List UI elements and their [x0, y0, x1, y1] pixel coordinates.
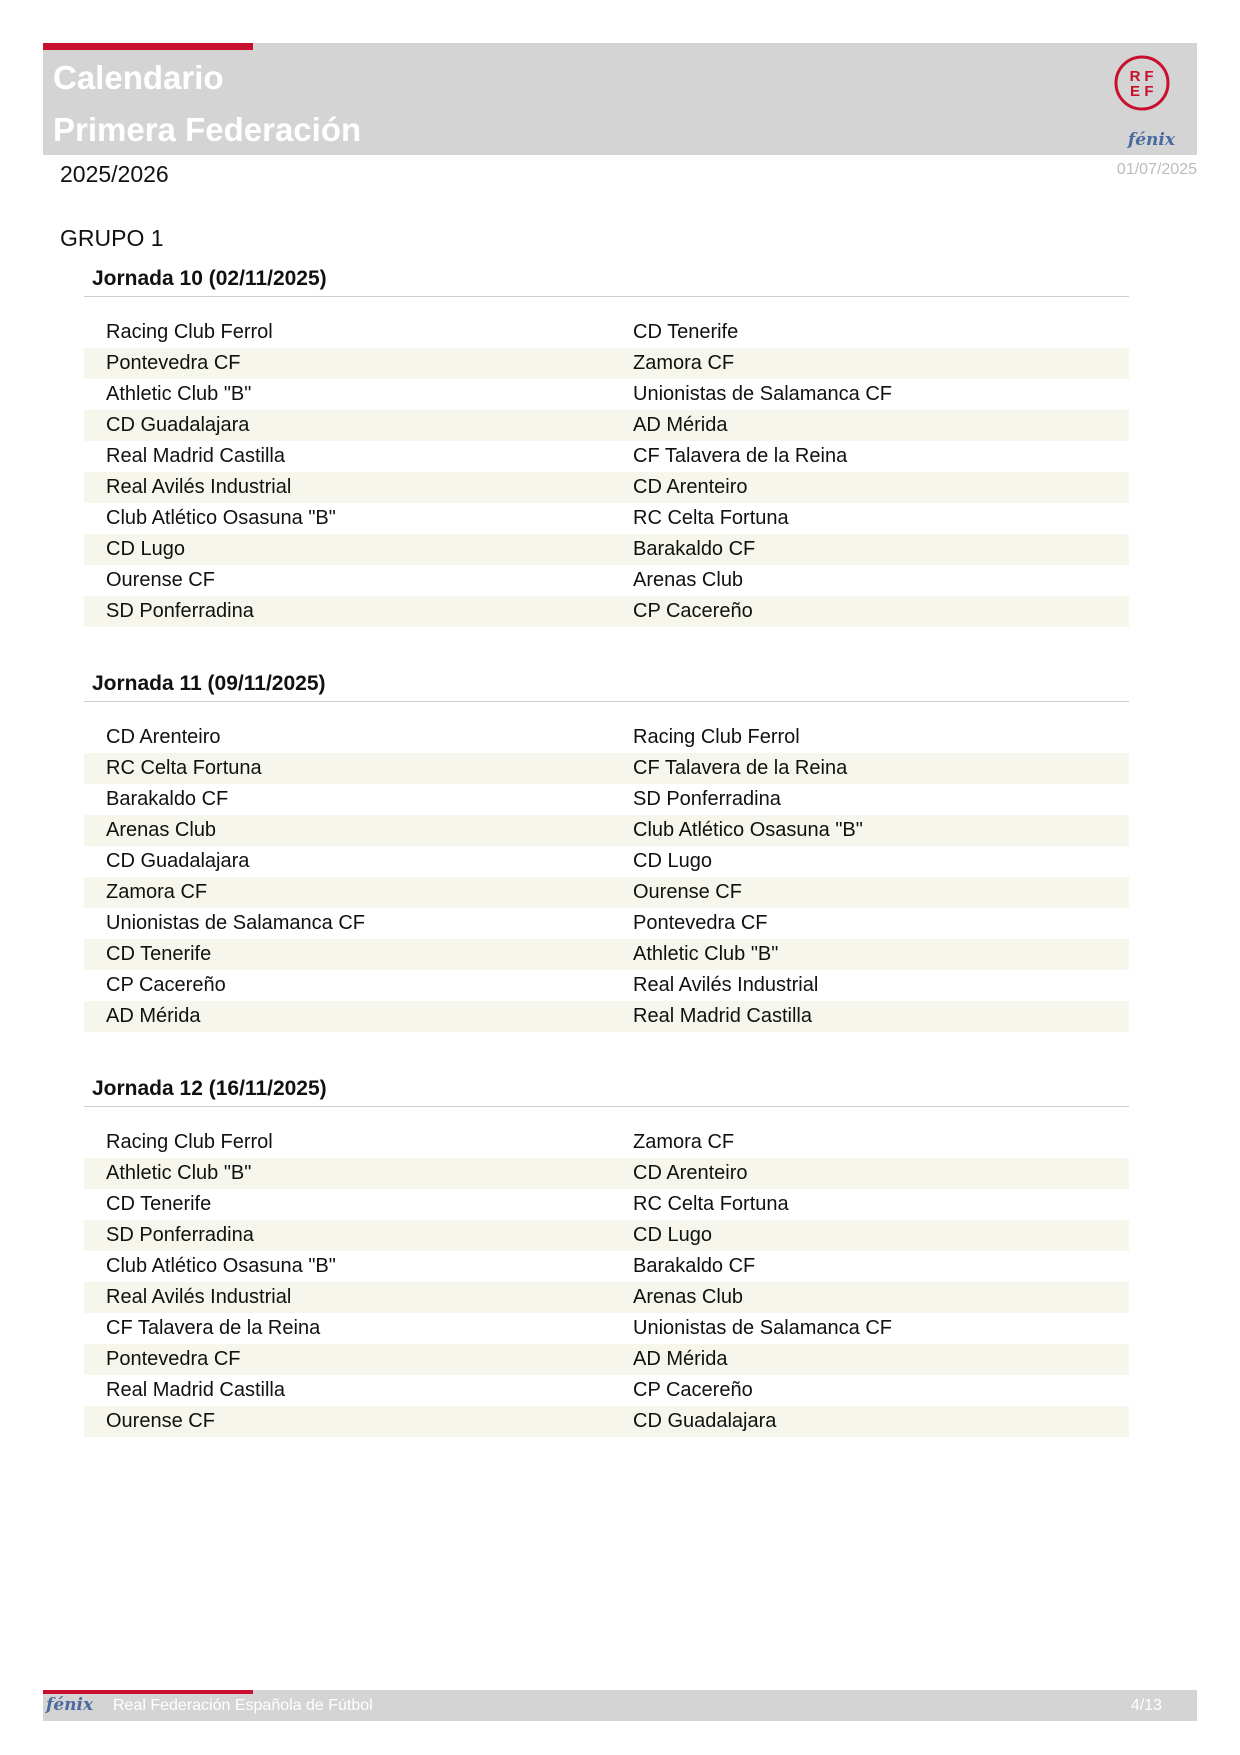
match-row [84, 784, 1129, 815]
match-row [84, 534, 1129, 565]
match-row [84, 410, 1129, 441]
match-row [84, 939, 1129, 970]
home-team: Real Avilés Industrial [106, 1286, 292, 1308]
match-row [84, 565, 1129, 596]
match-row [84, 908, 1129, 939]
match-row [84, 753, 1129, 784]
home-team: Real Avilés Industrial [106, 476, 292, 498]
away-team: CP Cacereño [633, 600, 753, 622]
home-team: Real Madrid Castilla [106, 445, 285, 467]
match-row [84, 1220, 1129, 1251]
away-team: Barakaldo CF [633, 1255, 756, 1277]
away-team: Arenas Club [633, 569, 744, 591]
group-heading: GRUPO 1 [60, 225, 164, 251]
page-footer [43, 1690, 1197, 1721]
home-team: Ourense CF [106, 1410, 215, 1432]
away-team: AD Mérida [633, 1348, 728, 1370]
footer-organization: Real Federación Española de Fútbol [113, 1697, 373, 1714]
away-team: Club Atlético Osasuna "B" [633, 819, 863, 841]
match-list [84, 722, 1129, 1032]
header-accent-bar [43, 43, 253, 50]
away-team: CD Arenteiro [633, 476, 748, 498]
match-row [84, 722, 1129, 753]
jornada-title: Jornada 10 (02/11/2025) [84, 262, 1129, 297]
document-date: 01/07/2025 [1116, 161, 1197, 178]
home-team: Arenas Club [106, 819, 217, 841]
home-team: CD Guadalajara [106, 850, 250, 872]
match-row [84, 1127, 1129, 1158]
home-team: CD Guadalajara [106, 414, 250, 436]
match-row [84, 379, 1129, 410]
fenix-brand-logo: fénix [1127, 130, 1175, 150]
home-team: Athletic Club "B" [106, 1162, 252, 1184]
home-team: CF Talavera de la Reina [106, 1317, 321, 1339]
away-team: RC Celta Fortuna [633, 507, 789, 529]
home-team: Unionistas de Salamanca CF [106, 912, 366, 934]
home-team: Pontevedra CF [106, 352, 241, 374]
match-row [84, 1189, 1129, 1220]
home-team: Club Atlético Osasuna "B" [106, 507, 336, 529]
home-team: RC Celta Fortuna [106, 757, 262, 779]
away-team: CD Lugo [633, 1224, 712, 1246]
match-row [84, 348, 1129, 379]
away-team: CD Tenerife [633, 321, 739, 343]
away-team: Ourense CF [633, 881, 742, 903]
away-team: CP Cacereño [633, 1379, 753, 1401]
match-row [84, 317, 1129, 348]
match-row [84, 1406, 1129, 1437]
away-team: Real Madrid Castilla [633, 1005, 812, 1027]
match-row [84, 1251, 1129, 1282]
jornada-title: Jornada 12 (16/11/2025) [84, 1072, 1129, 1107]
away-team: Unionistas de Salamanca CF [633, 383, 893, 405]
away-team: CF Talavera de la Reina [633, 757, 848, 779]
footer-accent-bar [43, 1690, 253, 1694]
match-row [84, 815, 1129, 846]
logo-letter: F [1144, 68, 1154, 85]
away-team: Athletic Club "B" [633, 943, 779, 965]
away-team: AD Mérida [633, 414, 728, 436]
match-row [84, 846, 1129, 877]
fenix-footer-logo: fénix [46, 1695, 94, 1715]
rfef-logo-icon [1112, 53, 1172, 113]
match-row [84, 472, 1129, 503]
home-team: Pontevedra CF [106, 1348, 241, 1370]
home-team: Racing Club Ferrol [106, 321, 273, 343]
home-team: Zamora CF [106, 881, 208, 903]
away-team: CD Lugo [633, 850, 712, 872]
match-row [84, 441, 1129, 472]
away-team: Barakaldo CF [633, 538, 756, 560]
match-row [84, 877, 1129, 908]
match-list [84, 1127, 1129, 1437]
home-team: CD Tenerife [106, 1193, 212, 1215]
away-team: Zamora CF [633, 352, 735, 374]
match-list [84, 317, 1129, 627]
home-team: AD Mérida [106, 1005, 201, 1027]
match-row [84, 1158, 1129, 1189]
match-row [84, 1344, 1129, 1375]
home-team: Real Madrid Castilla [106, 1379, 285, 1401]
jornada-section [84, 1072, 1129, 1437]
home-team: Athletic Club "B" [106, 383, 252, 405]
home-team: Club Atlético Osasuna "B" [106, 1255, 336, 1277]
match-row [84, 596, 1129, 627]
match-row [84, 1282, 1129, 1313]
home-team: CD Lugo [106, 538, 185, 560]
home-team: SD Ponferradina [106, 1224, 254, 1246]
jornada-section [84, 667, 1129, 1032]
page-number: 4/13 [1130, 1697, 1162, 1714]
jornada-title: Jornada 11 (09/11/2025) [84, 667, 1129, 702]
match-row [84, 503, 1129, 534]
logo-letter: F [1144, 83, 1154, 100]
season-label: 2025/2026 [60, 161, 169, 187]
away-team: Zamora CF [633, 1131, 735, 1153]
away-team: Pontevedra CF [633, 912, 768, 934]
match-row [84, 1313, 1129, 1344]
logo-letter: E [1129, 83, 1141, 100]
home-team: Ourense CF [106, 569, 215, 591]
home-team: SD Ponferradina [106, 600, 254, 622]
away-team: SD Ponferradina [633, 788, 781, 810]
away-team: Racing Club Ferrol [633, 726, 800, 748]
away-team: RC Celta Fortuna [633, 1193, 789, 1215]
away-team: CF Talavera de la Reina [633, 445, 848, 467]
match-row [84, 970, 1129, 1001]
home-team: CD Tenerife [106, 943, 212, 965]
page-header [43, 43, 1197, 155]
jornada-section [84, 262, 1129, 627]
header-title-competition: Primera Federación [53, 111, 362, 148]
home-team: Barakaldo CF [106, 788, 229, 810]
home-team: CD Arenteiro [106, 726, 221, 748]
match-row [84, 1001, 1129, 1032]
header-title-calendario: Calendario [53, 59, 224, 96]
away-team: CD Guadalajara [633, 1410, 777, 1432]
match-row [84, 1375, 1129, 1406]
away-team: CD Arenteiro [633, 1162, 748, 1184]
home-team: CP Cacereño [106, 974, 226, 996]
away-team: Real Avilés Industrial [633, 974, 819, 996]
away-team: Arenas Club [633, 1286, 744, 1308]
away-team: Unionistas de Salamanca CF [633, 1317, 893, 1339]
home-team: Racing Club Ferrol [106, 1131, 273, 1153]
logo-letter: R [1129, 68, 1141, 85]
